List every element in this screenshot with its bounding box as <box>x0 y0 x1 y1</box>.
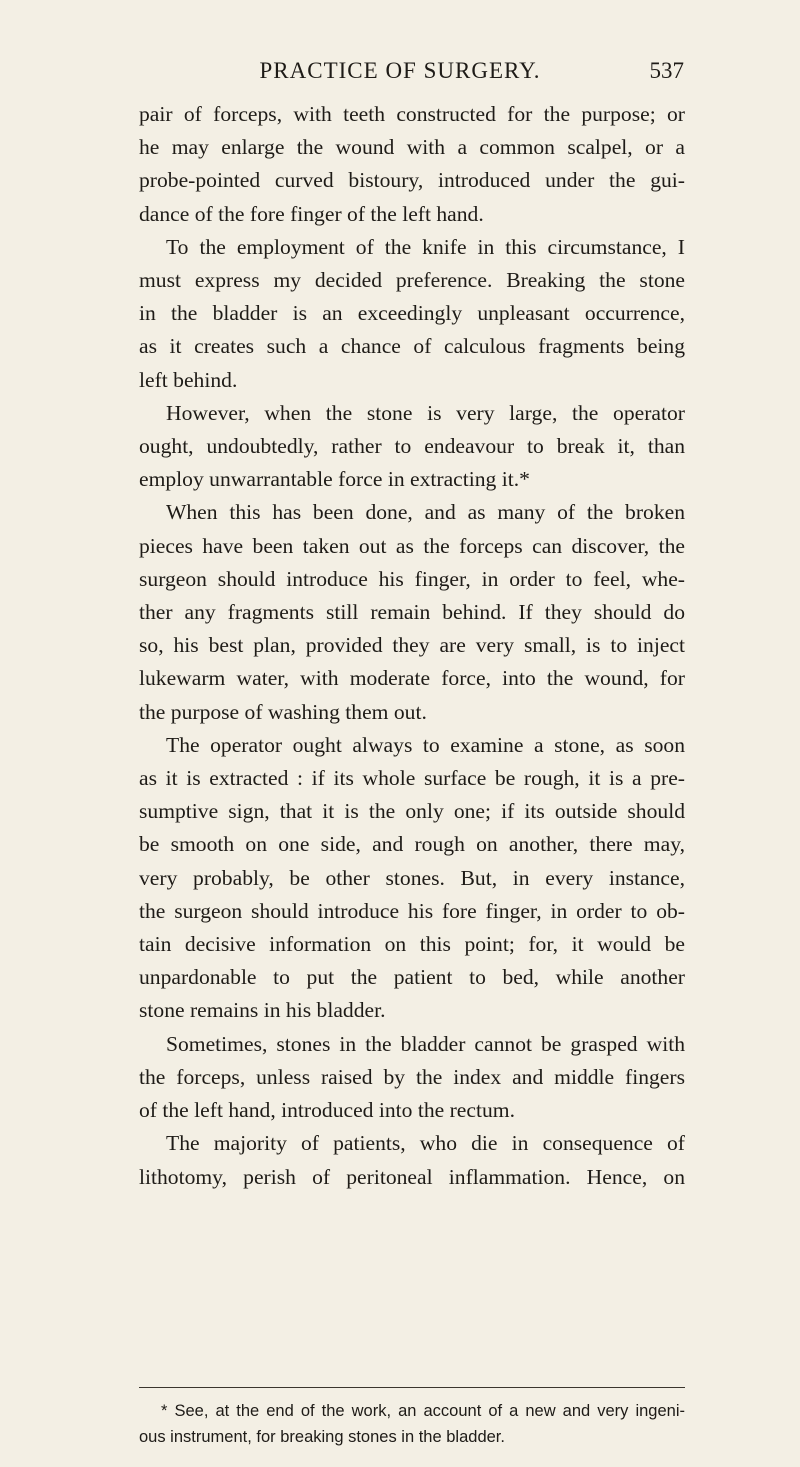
text-line: lithotomy, perish of peritoneal inflammation. Hence, on <box>139 1164 685 1189</box>
text-line: very probably, be other stones. But, in every instance, <box>139 865 685 890</box>
text-line: he may enlarge the wound with a common scalpel, or a <box>139 135 685 160</box>
paragraph <box>139 729 685 1028</box>
text-line: left behind. <box>139 367 238 392</box>
text-line: ought, undoubtedly, rather to endeavour to break it, than <box>139 434 685 459</box>
footnote-rule <box>139 1387 685 1388</box>
text-line: However, when the stone is very large, the operator <box>166 400 685 425</box>
text-line: stone remains in his bladder. <box>139 998 386 1023</box>
text-line: probe-pointed curved bistoury, introduced under the gui- <box>139 168 685 193</box>
text-line: so, his best plan, provided they are very small, is to inject <box>139 633 685 658</box>
text-line: of the left hand, introduced into the rectum. <box>139 1098 515 1123</box>
text-line: must express my decided preference. Breaking the stone <box>139 268 685 293</box>
text-line: Sometimes, stones in the bladder cannot be grasped with <box>166 1031 685 1056</box>
text-line: the surgeon should introduce his fore finger, in order to ob- <box>139 898 685 923</box>
text-line: the purpose of washing them out. <box>139 699 427 724</box>
text-line: as it is extracted : if its whole surface be rough, it is a pre- <box>139 766 685 791</box>
text-line: dance of the fore finger of the left hand. <box>139 201 484 226</box>
text-line: The operator ought always to examine a stone, as soon <box>166 732 685 757</box>
paragraph <box>139 1127 685 1193</box>
footnote-line: * See, at the end of the work, an account of a new and very ingeni- <box>161 1402 685 1420</box>
text-line: pair of forceps, with teeth constructed for the purpose; or <box>139 102 685 126</box>
footnote <box>139 1398 685 1450</box>
text-line: the forceps, unless raised by the index and middle fingers <box>139 1064 685 1089</box>
text-line: in the bladder is an exceedingly unpleasant occurrence, <box>139 301 685 326</box>
paragraph <box>139 98 685 231</box>
text-line: When this has been done, and as many of the broken <box>166 500 685 525</box>
paragraph <box>139 496 685 728</box>
text-line: To the employment of the knife in this circumstance, I <box>166 234 685 259</box>
text-line: pieces have been taken out as the forceps can discover, the <box>139 533 685 558</box>
text-line: sumptive sign, that it is the only one; if its outside should <box>139 799 685 824</box>
footnote-line: ous instrument, for breaking stones in the bladder. <box>139 1428 505 1446</box>
text-line: unpardonable to put the patient to bed, while another <box>139 965 685 990</box>
running-title: PRACTICE OF SURGERY. <box>259 58 541 83</box>
paragraph <box>139 397 685 497</box>
page-number: 537 <box>649 58 684 83</box>
paragraph <box>139 231 685 397</box>
body-text <box>139 98 685 1194</box>
text-line: be smooth on one side, and rough on another, there may, <box>139 832 685 857</box>
paragraph <box>139 1028 685 1128</box>
text-line: surgeon should introduce his finger, in order to feel, whe- <box>139 566 685 591</box>
running-head <box>0 58 800 88</box>
text-line: lukewarm water, with moderate force, into the wound, for <box>139 666 685 691</box>
text-line: employ unwarrantable force in extracting it.* <box>139 467 530 492</box>
text-line: ther any fragments still remain behind. If they should do <box>139 600 685 625</box>
text-line: as it creates such a chance of calculous fragments being <box>139 334 685 359</box>
text-line: The majority of patients, who die in consequence of <box>166 1131 685 1156</box>
text-line: tain decisive information on this point; for, it would be <box>139 932 685 957</box>
